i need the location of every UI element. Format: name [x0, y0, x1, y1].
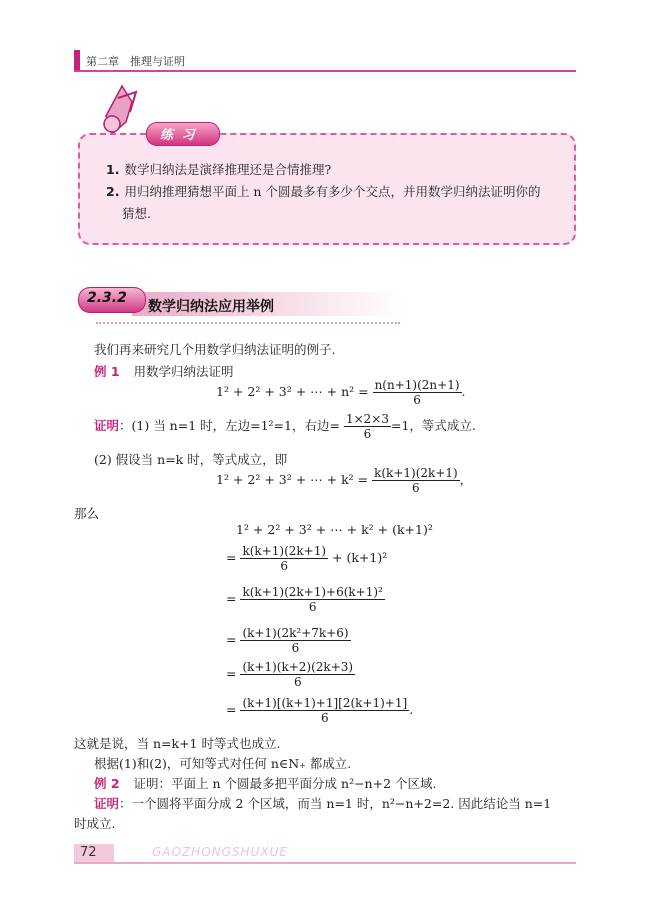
header-rule: [74, 70, 576, 72]
practice-title: 练 习: [160, 128, 197, 143]
header-accent-bar: [74, 50, 80, 70]
chain-step-0: 1² + 2² + 3² + ⋯ + k² + (k+1)²: [236, 522, 433, 537]
example-1-line: 例 1 用数学归纳法证明: [94, 364, 234, 379]
footer-watermark: GAOZHONGSHUXUE: [152, 845, 288, 859]
equation-2-fraction: $\frac{k(k+1)(2k+1)}{6}$: [374, 466, 458, 495]
chain-step-4: = $\frac{(k+1)(k+2)(2k+3)}{6}$: [226, 660, 354, 689]
equation-1: 1² + 2² + 3² + ⋯ + n² = $\frac{n(n+1)(2n+1)}{6}$ .: [216, 378, 466, 407]
proof-1: 证明：(1) 当 n=1 时，左边=1²=1，右边= $\frac{1\times 2\times 3}{6}$ =1，等式成立.: [94, 412, 476, 441]
practice-item-2-cont: 猜想.: [122, 206, 151, 221]
intro-text: 我们再来研究几个用数学归纳法证明的例子.: [94, 342, 336, 357]
example-2-line: 例 2 证明：平面上 n 个圆最多把平面分成 n²−n+2 个区域.: [94, 776, 437, 791]
section-dotted-rule: [96, 322, 400, 324]
footer-rule: [74, 862, 576, 864]
chain-step-3-fraction: $\frac{\text{(k+1)(2k²+7k+6)}}{6}$: [242, 626, 349, 655]
proof-label: 证明: [94, 418, 120, 433]
chain-step-5: = $\frac{(k+1)[(k+1)+1][2(k+1)+1]}{6}$ .: [226, 696, 414, 725]
practice-item-2: 2. 用归纳推理猜想平面上 n 个圆最多有多少个交点，并用数学归纳法证明你的: [106, 184, 541, 199]
chain-step-3: = $\frac{\text{(k+1)(2k²+7k+6)}}{6}$: [226, 626, 349, 655]
then-text: 那么: [74, 506, 100, 521]
section-number: 2.3.2: [87, 290, 127, 306]
proof-3: 证明：一个圆将平面分成 2 个区域，而当 n=1 时，n²−n+2=2. 因此结论当 n=1: [94, 796, 552, 811]
chain-step-4-fraction: $\frac{(k+1)(k+2)(2k+3)}{6}$: [242, 660, 354, 689]
chain-step-5-fraction: $\frac{(k+1)[(k+1)+1][2(k+1)+1]}{6}$: [242, 696, 408, 725]
chain-step-1-fraction: $\frac{k(k+1)(2k+1)}{6}$: [242, 544, 327, 573]
example-2-label: 例 2: [94, 776, 120, 791]
chain-step-2-fraction: $\frac{\text{k(k+1)(2k+1)+6(k+1)²}}{6}$: [242, 585, 383, 614]
proof-1-fraction: $\frac{1\times 2\times 3}{6}$: [345, 412, 389, 441]
section-title: 数学归纳法应用举例: [148, 299, 274, 315]
chain-step-2: = $\frac{\text{k(k+1)(2k+1)+6(k+1)²}}{6}$: [226, 585, 383, 614]
example-1-label: 例 1: [94, 364, 120, 379]
page-number: 72: [80, 845, 97, 860]
equation-1-fraction: $\frac{n(n+1)(2n+1)}{6}$: [374, 378, 460, 407]
equation-2: 1² + 2² + 3² + ⋯ + k² = $\frac{k(k+1)(2k+1)}{6}$ ，: [216, 466, 473, 495]
conclusion-text: 根据(1)和(2)，可知等式对任何 n∈N₊ 都成立.: [94, 756, 352, 771]
chapter-title: 第二章 推理与证明: [86, 55, 185, 68]
chain-step-1: = $\frac{k(k+1)(2k+1)}{6}$ + (k+1)²: [226, 544, 388, 573]
proof-2-intro: (2) 假设当 n=k 时，等式成立，即: [94, 452, 288, 467]
so-text: 这就是说，当 n=k+1 时等式也成立.: [74, 736, 281, 751]
proof-3-cont: 时成立.: [74, 816, 116, 831]
practice-item-1: 1. 数学归纳法是演绎推理还是合情推理?: [106, 162, 332, 177]
